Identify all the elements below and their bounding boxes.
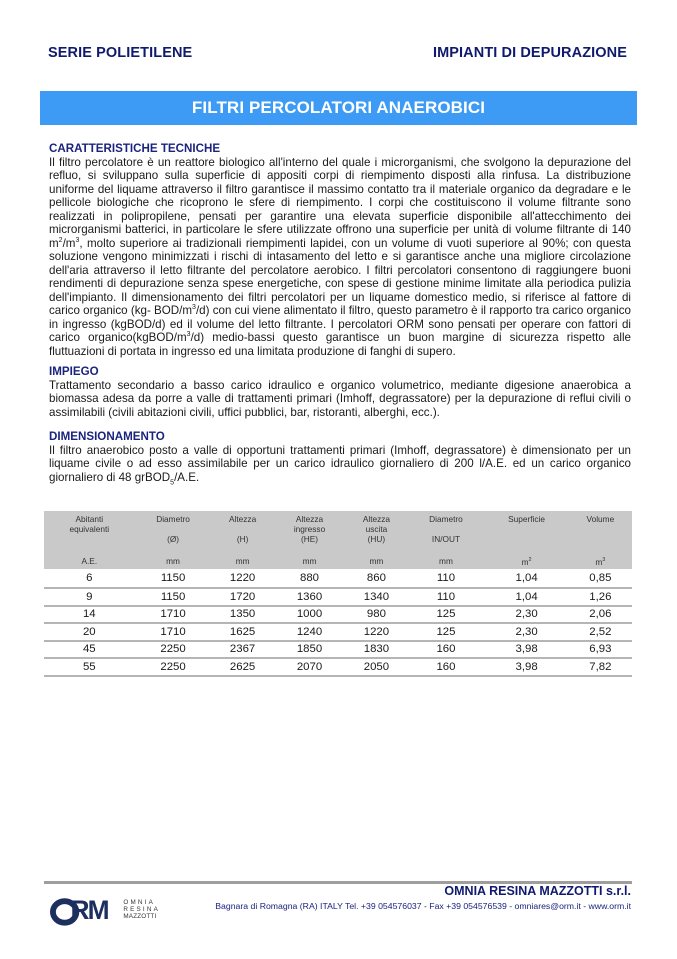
table-cell: 2,30 [484,623,568,641]
column-unit: $m^3$ [569,552,632,569]
column-unit: $m^2$ [484,552,568,569]
title-banner [40,91,637,125]
table-cell: 2250 [135,658,212,676]
table-cell: 2070 [274,658,346,676]
column-unit: A.E. [44,552,135,569]
table-cell: 0,85 [569,569,632,588]
table-cell: 1150 [135,588,212,606]
svg-text:RM: RM [70,894,108,925]
company-name: OMNIA RESINA MAZZOTTI s.r.l. [444,884,631,898]
section-body: Il filtro percolatore è un reattore biologico all'interno del quale i microrganismi, che svolgono la depurazione del refluo, si sviluppano sulla superficie di appositi corpi di riempimento disposti alla rinfusa. La distribuzione uniforme del liquame attraverso il filtro garantisce il massimo contatto tra il materiale organico da degradare e le pellicole biologiche che ricoprono le sfere di riempimento. I corpi che costituiscono il volume filtrante sono realizzati in polipropilene, pensati per garantire una elevata superficie disponibile all'attecchimento dei microrganismi batterici, in particolare le sfere utilizzate offrono una superficie per unità di volume filtrante di 140 $m^2/m^3$, molto superiore ai tradizionali riempimenti lapidei, con un volume di vuoti superiore al 90%; con questa soluzione vengono minimizzati i rischi di intasamento del letto e si garantisce anche una migliore circolazione dell'aria attraverso il letto filtrante del percolatore aerobico. I filtri percolatori consentono di raggiungere buoni rendimenti di depurazione senza spese energetiche, con spese di gestione minime limitate alla periodica pulizia dell'impianto. Il dimensionamento dei filtri percolatori per un liquame domestico medio, si riferisce al fattore di carico organico (kg- BOD/$m^3/d$) con cui viene alimentato il filtro, questo parametro è il rapporto tra carico organico in ingresso (kgBOD/d) ed il volume del letto filtrante. I percolatori ORM sono pensati per operare con fattori di carico $organico(kgBOD/m^3/d)$ medio-bassi questo garantisce un buon margine di sicurezza rispetto alle fluttuazioni di portata in ingresso ed una limitata produzione di fanghi di supero. [49,155,631,358]
section-impiego [49,365,631,419]
section-dimensionamento [49,430,631,484]
table-cell: 110 [408,588,485,606]
table-cell: 2367 [212,641,274,659]
table-cell: 6 [44,569,135,588]
section-body: Il filtro anaerobico posto a valle di opportuni trattamenti primari (Imhoff, degrassatore) è dimensionato per un liquame civile o ad esso assimilabile per un carico idraulico giornaliero di 200 l/A.E. ed un carico organico giornaliero di 48 grBOD$_5$/A.E. [49,443,631,486]
table-cell: 1150 [135,569,212,588]
table-cell: 2625 [212,658,274,676]
company-logo [50,892,160,926]
column-unit: mm [345,552,407,569]
table-cell: 3,98 [484,641,568,659]
table-cell: 1,04 [484,569,568,588]
table-cell: 980 [345,606,407,624]
table-cell: 3,98 [484,658,568,676]
table-cell: 1000 [274,606,346,624]
table-cell: 9 [44,588,135,606]
specifications-table [44,511,632,677]
column-header: Diametro (Ø) [135,511,212,552]
section-heading: IMPIEGO [49,365,99,378]
table-cell: 1340 [345,588,407,606]
table-cell: 160 [408,641,485,659]
column-unit: mm [274,552,346,569]
table-cell: 55 [44,658,135,676]
table-row [44,641,632,659]
column-unit: mm [408,552,485,569]
table-cell: 860 [345,569,407,588]
table-cell: 110 [408,569,485,588]
table-cell: 2,30 [484,606,568,624]
table-row [44,569,632,588]
table-cell: 1220 [345,623,407,641]
table-cell: 1360 [274,588,346,606]
table-cell: 1240 [274,623,346,641]
column-header: Volume [569,511,632,552]
table-cell: 1720 [212,588,274,606]
table-cell: 6,93 [569,641,632,659]
orm-logo-icon [50,892,120,926]
table-cell: 1350 [212,606,274,624]
column-header: Diametro IN/OUT [408,511,485,552]
table-cell: 2250 [135,641,212,659]
column-unit: mm [135,552,212,569]
column-header: Superficie [484,511,568,552]
table-cell: 1625 [212,623,274,641]
section-caratteristiche-tecniche [49,142,631,358]
table-cell: 2,52 [569,623,632,641]
column-header: Abitanti equivalenti [44,511,135,552]
section-heading: DIMENSIONAMENTO [49,430,165,443]
page-title: FILTRI PERCOLATORI ANAEROBICI [191,98,486,117]
table-cell: 1220 [212,569,274,588]
logo-wordmark: OMNIA RESINA MAZZOTTI [123,898,160,920]
column-header: Altezza (H) [212,511,274,552]
table-cell: 125 [408,623,485,641]
series-label: SERIE POLIETILENE [48,45,193,61]
table-cell: 160 [408,658,485,676]
table-cell: 2,06 [569,606,632,624]
table-cell: 45 [44,641,135,659]
table-row [44,606,632,624]
table-cell: 1710 [135,623,212,641]
column-unit: mm [212,552,274,569]
table-cell: 7,82 [569,658,632,676]
category-label: IMPIANTI DI DEPURAZIONE [432,45,627,61]
page-header [48,44,627,62]
table-cell: 1850 [274,641,346,659]
table-cell: 880 [274,569,346,588]
column-header: Altezza uscita (HU) [345,511,407,552]
table-cell: 14 [44,606,135,624]
table-row [44,588,632,606]
section-heading: CARATTERISTICHE TECNICHE [49,142,221,155]
table-cell: 125 [408,606,485,624]
table-cell: 1830 [345,641,407,659]
table-row [44,623,632,641]
table-row [44,658,632,676]
table-cell: 1,04 [484,588,568,606]
section-body: Trattamento secondario a basso carico idraulico e organico volumetrico, mediante digesione anaerobica a biomassa adesa da porre a valle di trattamenti primari (Imhoff, degrassatore) per la depurazione di reflui civili o assimilabili (civili abitazioni civili, uffici pubblici, bar, ristoranti, alberghi, ecc.). [49,378,631,419]
table-cell: 1710 [135,606,212,624]
table-cell: 1,26 [569,588,632,606]
company-contacts: Bagnara di Romagna (RA) ITALY Tel. +39 054576037 - Fax +39 054576539 - omniares@orm.it - www.orm.it [215,901,631,911]
table-cell: 20 [44,623,135,641]
column-header: Altezza ingresso (HE) [274,511,346,552]
table-cell: 2050 [345,658,407,676]
